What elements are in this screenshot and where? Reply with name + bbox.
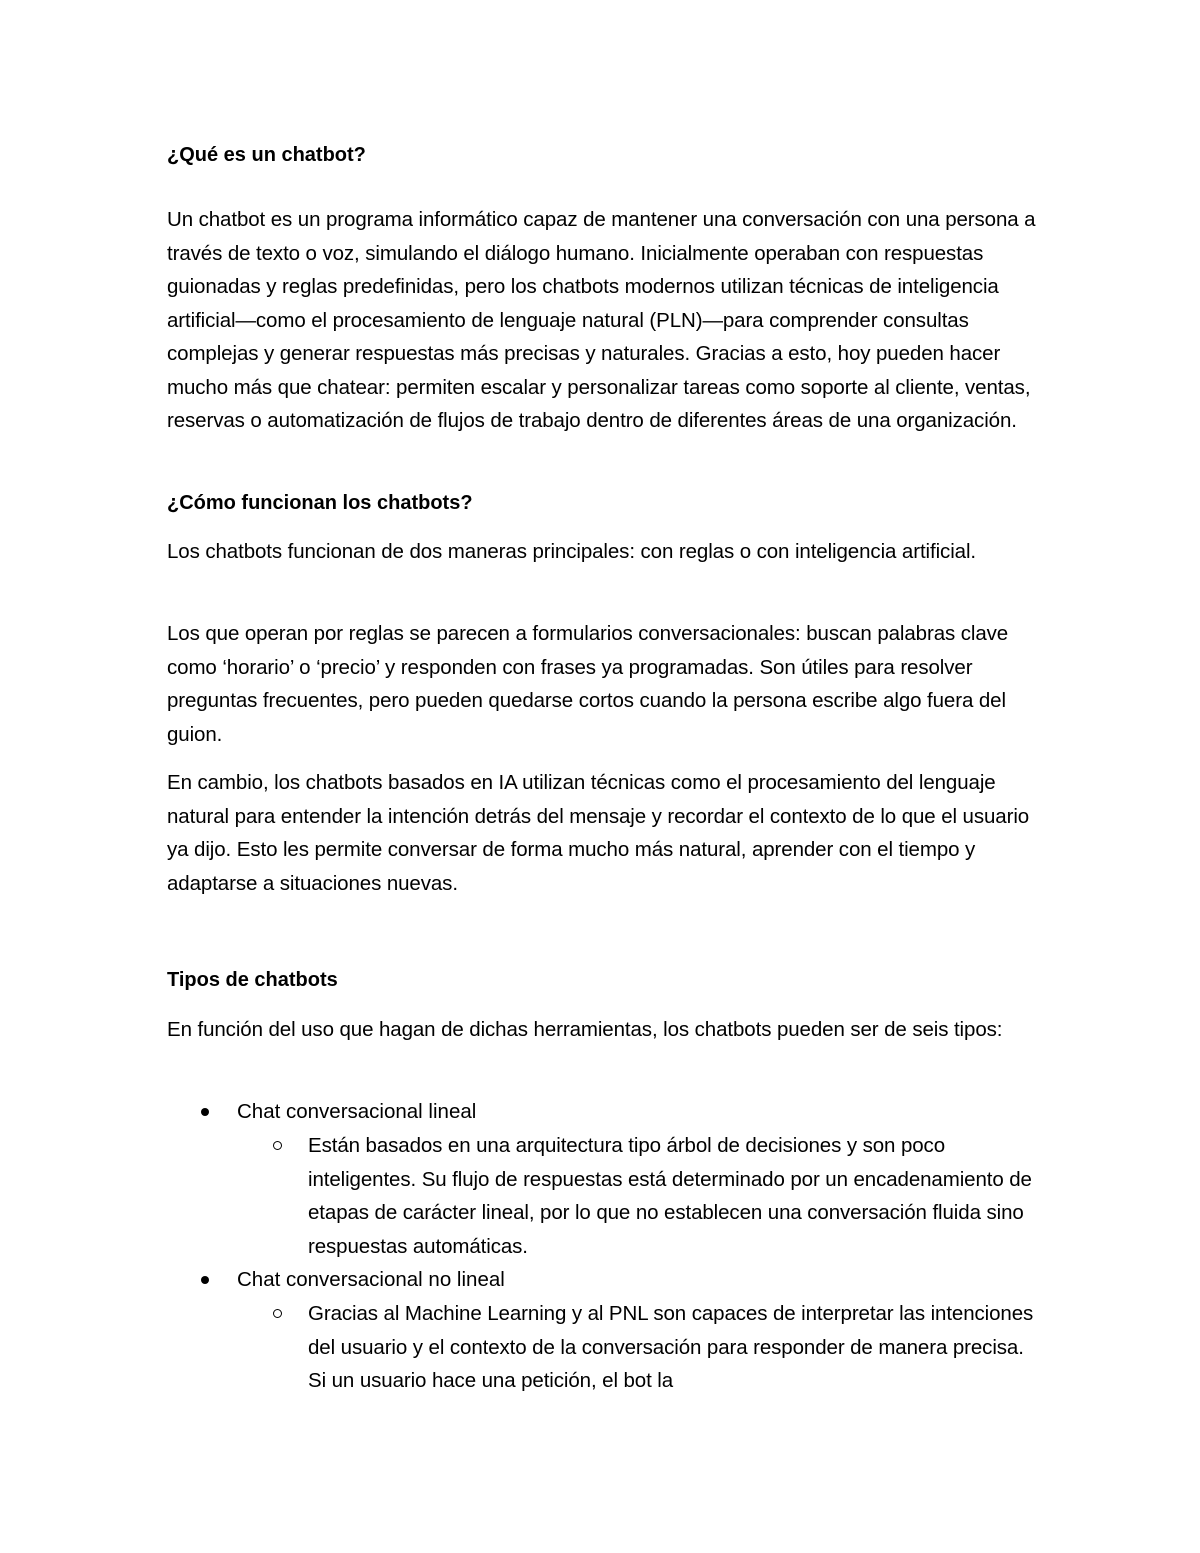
paragraph-ia: En cambio, los chatbots basados en IA utilizan técnicas como el procesamiento del lenguaje natural para entender la intención detrás del mensaje y recordar el contexto de lo que el usuario ya dijo. Esto les permite conversar de forma mucho más natural, aprender con el tiempo y adaptarse a situaciones nuevas. <box>167 771 1030 895</box>
paragraph-definicion: Un chatbot es un programa informático capaz de mantener una conversación con una persona a través de texto o voz, simulando el diálogo humano. Inicialmente operaban con respuestas guionadas y reglas predefinidas, pero los chatbots modernos utilizan técnicas de inteligencia artificial—como el procesamiento de lenguaje natural (PLN)—para comprender consultas complejas y generar respuestas más precisas y naturales. Gracias a esto, hoy pueden hacer mucho más que chatear: permiten escalar y personalizar tareas como soporte al cliente, ventas, reservas o automatización de flujos de trabajo dentro de diferentes áreas de una organización. <box>167 208 1036 432</box>
heading-que-es-chatbot: ¿Qué es un chatbot? <box>167 144 366 166</box>
paragraph-dos-maneras: Los chatbots funcionan de dos maneras principales: con reglas o con inteligencia artificial. <box>167 540 976 563</box>
bullet-dot-icon <box>201 1276 209 1284</box>
sub-item-no-lineal-description: Gracias al Machine Learning y al PNL son capaces de interpretar las intenciones del usuario y el contexto de la conversación para responder de manera precisa. Si un usuario hace una petición, el bot la <box>308 1302 1034 1392</box>
bullet-item-no-lineal: Chat conversacional no lineal <box>237 1268 505 1291</box>
circle-bullet-icon <box>273 1309 282 1318</box>
bullet-item-lineal: Chat conversacional lineal <box>237 1100 477 1123</box>
paragraph-tipos-intro: En función del uso que hagan de dichas herramientas, los chatbots pueden ser de seis tipos: <box>167 1018 1003 1041</box>
heading-como-funcionan: ¿Cómo funcionan los chatbots? <box>167 492 473 514</box>
paragraph-reglas: Los que operan por reglas se parecen a formularios conversacionales: buscan palabras clave como ‘horario’ o ‘precio’ y responden con frases ya programadas. Son útiles para resolver preguntas frecuentes, pero pueden quedarse cortos cuando la persona escribe algo fuera del guion. <box>167 622 1009 746</box>
circle-bullet-icon <box>273 1141 282 1150</box>
heading-tipos-chatbots: Tipos de chatbots <box>167 969 338 991</box>
bullet-dot-icon <box>201 1108 209 1116</box>
sub-item-lineal-description: Están basados en una arquitectura tipo árbol de decisiones y son poco inteligentes. Su flujo de respuestas está determinado por un encadenamiento de etapas de carácter lineal, por lo que no establecen una conversación fluida sino respuestas automáticas. <box>308 1134 1032 1258</box>
